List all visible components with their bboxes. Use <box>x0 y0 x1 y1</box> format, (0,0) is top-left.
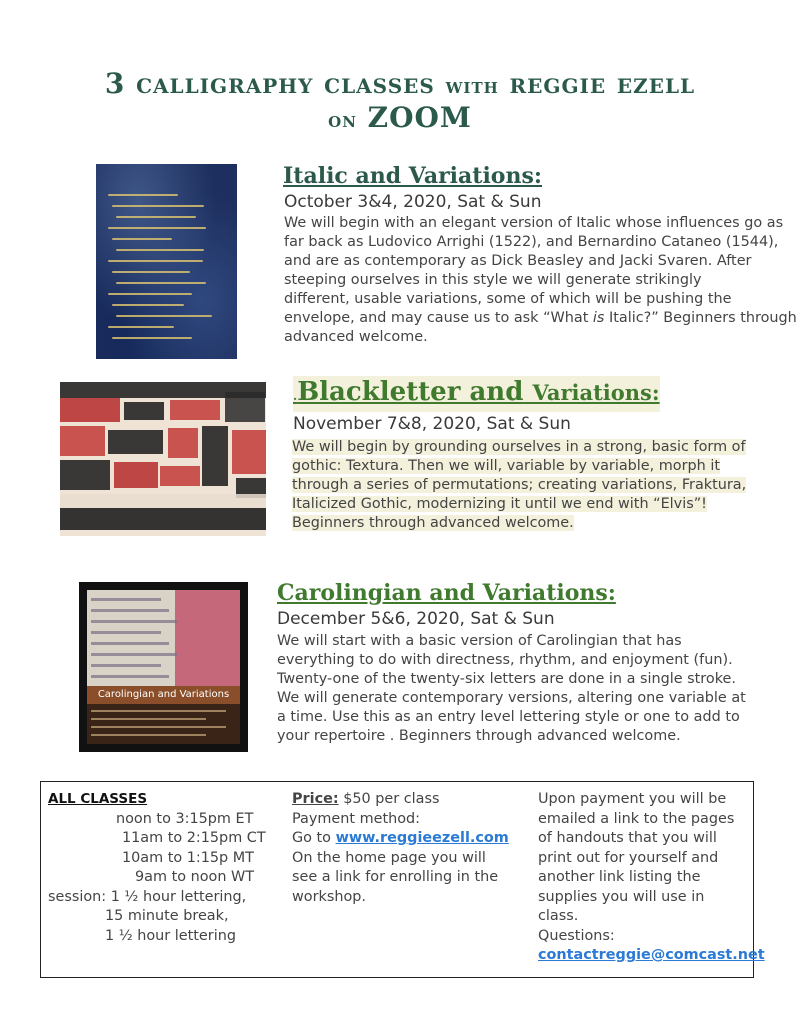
lettering-row <box>91 631 161 634</box>
goto-prefix: Go to <box>292 830 336 846</box>
schedule-line: 15 minute break, <box>105 908 229 924</box>
blackletter-stroke <box>160 466 200 486</box>
image-caption: Carolingian and Variations <box>97 689 230 700</box>
payment-method: Payment method: <box>292 810 420 827</box>
title-part: 3 calligraphy classes <box>104 67 435 100</box>
script-stroke <box>116 249 204 251</box>
script-stroke <box>108 194 178 196</box>
title-part: ZOOM <box>367 101 472 134</box>
script-stroke <box>112 238 172 240</box>
lettering-row <box>91 642 169 645</box>
payment-info-column <box>538 790 765 966</box>
script-stroke <box>108 227 206 229</box>
email-link[interactable]: contactreggie@comcast.net <box>538 947 765 963</box>
title-part: on <box>328 107 357 133</box>
description-line: your repertoire . Beginners through advanced welcome. <box>277 728 681 744</box>
blackletter-class-title <box>293 376 660 412</box>
description-line: steeping ourselves in this style we will generate strikingly <box>284 272 702 288</box>
script-stroke <box>108 260 203 262</box>
script-stroke <box>112 205 204 207</box>
schedule-line: 10am to 1:15p MT <box>122 849 254 866</box>
script-stroke <box>112 271 190 273</box>
blackletter-stroke <box>60 494 266 508</box>
lettering-row <box>91 609 169 612</box>
schedule-heading: ALL CLASSES <box>48 791 148 807</box>
description-line: different, usable variations, some of which will be pushing the <box>284 291 732 307</box>
script-stroke <box>112 337 192 339</box>
description-line: Italicized Gothic, modernizing it until we end with “Elvis”! <box>292 496 707 512</box>
schedule-column <box>48 790 278 946</box>
schedule-line: 9am to noon WT <box>135 869 255 885</box>
title-prefix: . <box>293 389 298 403</box>
lettering-row <box>91 653 177 656</box>
payment-line: supplies you will use in <box>538 888 705 905</box>
page-title <box>0 68 800 136</box>
lettering-row <box>91 675 169 678</box>
carolingian-class-description <box>277 632 757 746</box>
italic-class-title: Italic and Variations: <box>283 163 542 189</box>
title-main: Blackletter and <box>297 377 524 407</box>
price-line: On the home page you will <box>292 849 486 866</box>
blackletter-stroke <box>225 392 265 422</box>
blackletter-stroke <box>60 426 105 456</box>
blackletter-class-date: November 7&8, 2020, Sat & Sun <box>293 414 571 434</box>
script-stroke <box>116 315 212 317</box>
blackletter-stroke <box>168 428 198 458</box>
payment-line: Upon payment you will be <box>538 791 727 807</box>
blackletter-sample-image <box>60 382 266 536</box>
description-line: Twenty-one of the twenty-six letters are done in a single stroke. <box>277 671 736 687</box>
price-column <box>292 790 522 907</box>
schedule-line: 1 ½ hour lettering <box>105 927 236 944</box>
description-line: We will start with a basic version of Carolingian that has <box>277 633 682 649</box>
lettering-row <box>91 734 206 736</box>
website-link[interactable]: www.reggieezell.com <box>335 830 509 846</box>
description-line: Beginners through advanced welcome. <box>292 515 574 531</box>
carolingian-class-title: Carolingian and Variations: <box>277 580 616 606</box>
description-line: through a series of permutations; creating variations, Fraktura, <box>292 477 747 493</box>
price-label: Price: <box>292 791 339 807</box>
lettering-row <box>91 726 226 728</box>
italic-class-date: October 3&4, 2020, Sat & Sun <box>284 192 542 212</box>
price-line: see a link for enrolling in the <box>292 869 499 885</box>
carolingian-sample-image <box>79 582 248 752</box>
blackletter-class-description <box>292 438 772 533</box>
blackletter-stroke <box>114 462 158 488</box>
title-part: with <box>445 73 499 99</box>
blackletter-stroke <box>232 430 266 474</box>
blackletter-stroke <box>124 402 164 420</box>
blackletter-stroke <box>60 460 110 490</box>
payment-line: another link listing the <box>538 869 701 885</box>
description-line: We will begin by grounding ourselves in a strong, basic form of <box>292 439 746 455</box>
script-stroke <box>108 326 174 328</box>
schedule-line: noon to 3:15pm ET <box>116 810 254 827</box>
blackletter-stroke <box>108 430 163 454</box>
payment-line: Questions: <box>538 927 615 944</box>
price-line: workshop. <box>292 888 366 905</box>
script-stroke <box>116 216 196 218</box>
description-line: envelope, and may cause us to ask “What is Italic?” Beginners through <box>284 310 797 326</box>
script-stroke <box>108 293 192 295</box>
lettering-row <box>91 620 177 623</box>
script-stroke <box>116 282 206 284</box>
blackletter-stroke <box>202 426 228 486</box>
title-variations: Variations: <box>532 380 660 405</box>
description-line: and are as contemporary as Dick Beasley and Jacki Svaren. After <box>284 253 752 269</box>
schedule-line: 11am to 2:15pm CT <box>122 830 266 846</box>
blackletter-stroke <box>170 400 220 420</box>
payment-line: print out for yourself and <box>538 849 719 866</box>
description-line: gothic: Textura. Then we will, variable by variable, morph it <box>292 458 720 474</box>
italic-class-description <box>284 214 797 347</box>
script-stroke <box>112 304 184 306</box>
schedule-line: session: 1 ½ hour lettering, <box>48 888 247 905</box>
payment-line: of handouts that you will <box>538 830 717 846</box>
description-line: advanced welcome. <box>284 329 428 345</box>
blackletter-stroke <box>60 398 120 422</box>
price-value: $50 per class <box>338 791 440 807</box>
image-pink-panel <box>175 590 240 690</box>
description-line: everything to do with directness, rhythm, and enjoyment (fun). <box>277 652 733 668</box>
description-line: We will generate contemporary versions, altering one variable at <box>277 690 746 706</box>
lettering-row <box>91 664 161 667</box>
class-info-box <box>40 781 765 978</box>
lettering-row <box>91 718 206 720</box>
description-line: far back as Ludovico Arrighi (1522), and Bernardino Cataneo (1544), <box>284 234 779 250</box>
description-line: a time. Use this as an entry level lettering style or one to add to <box>277 709 740 725</box>
carolingian-class-date: December 5&6, 2020, Sat & Sun <box>277 609 555 629</box>
payment-line: class. <box>538 908 579 924</box>
title-part: reggie ezell <box>509 67 696 100</box>
payment-line: emailed a link to the pages <box>538 810 735 827</box>
italic-sample-image <box>96 164 237 359</box>
lettering-row <box>91 710 226 712</box>
lettering-row <box>91 598 161 601</box>
blackletter-stroke <box>60 508 266 530</box>
description-line: We will begin with an elegant version of Italic whose influences go as <box>284 215 784 231</box>
